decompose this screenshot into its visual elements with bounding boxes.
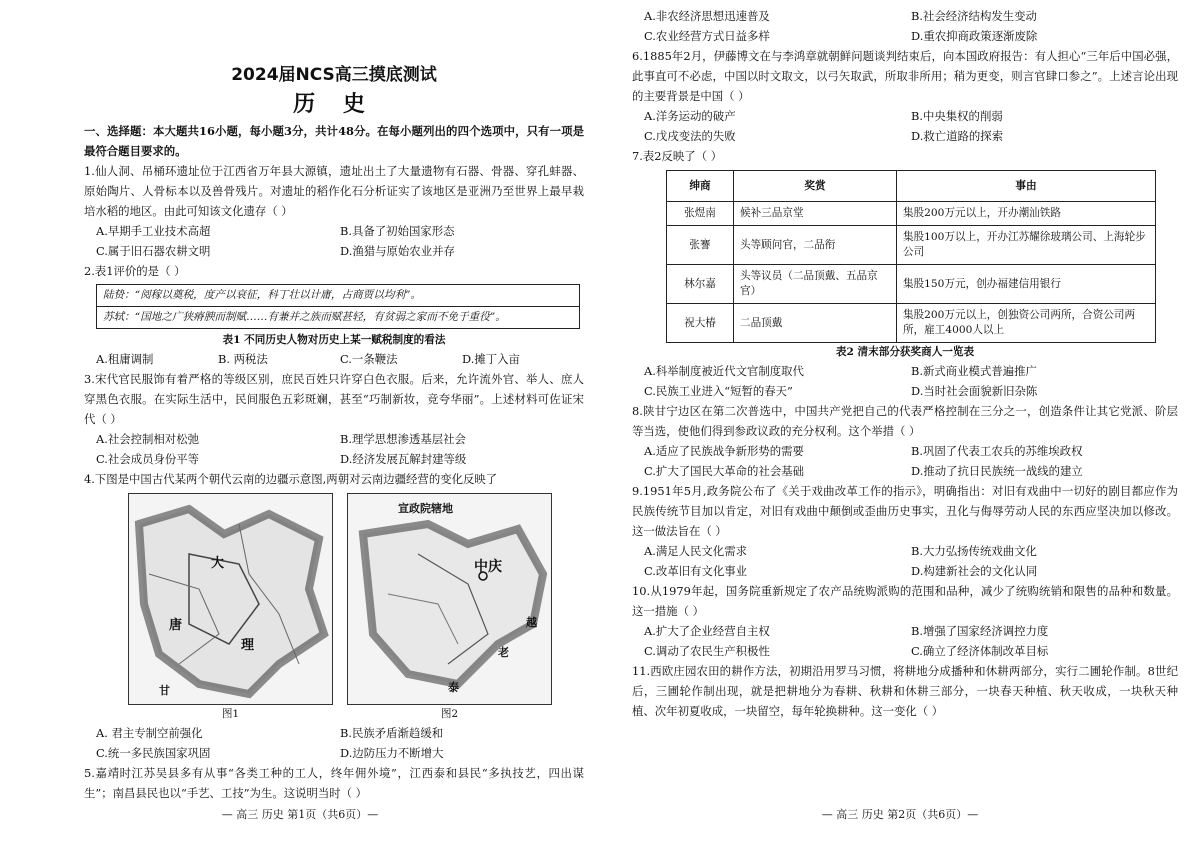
map-2-label: 中庆	[474, 559, 502, 575]
option-d[interactable]: D.推动了抗日民族统一战线的建立	[911, 464, 1083, 478]
table-1-row: 陆贽：“阅稼以奠税，度产以衰征，科丁壮以计庸，占商贾以均利”。	[103, 289, 422, 301]
option-d[interactable]: D.构建新社会的文化认同	[911, 564, 1038, 578]
table-row	[667, 265, 1156, 304]
option-c[interactable]: C.民族工业进入“短暂的春天”	[644, 384, 793, 398]
table-2	[666, 170, 1156, 343]
map-2-label: 老	[498, 646, 509, 659]
option-a[interactable]: A.洋务运动的破产	[644, 109, 736, 123]
table-cell: 集股150万元，创办福建信用银行	[897, 265, 1156, 304]
table-header: 奖赏	[734, 171, 897, 202]
option-a[interactable]: A.租庸调制	[96, 352, 154, 366]
right-page	[600, 0, 1200, 848]
table-row	[667, 226, 1156, 265]
option-c[interactable]: C.属于旧石器农耕文明	[96, 244, 211, 258]
option-c[interactable]: C.扩大了国民大革命的社会基础	[644, 464, 805, 478]
map-1-label: 理	[241, 638, 255, 653]
question-9-options	[632, 541, 1178, 581]
question-1-options	[84, 221, 584, 261]
option-b[interactable]: B.社会经济结构发生变动	[911, 9, 1037, 23]
option-c[interactable]: C.统一多民族国家巩固	[96, 746, 211, 760]
option-b[interactable]: B. 两税法	[218, 352, 268, 366]
table-cell: 头等议员（二品顶戴、五品京官）	[734, 265, 897, 304]
table-1	[96, 284, 580, 329]
map-figures	[128, 493, 584, 705]
question-3-stem: 3.宋代官民服饰有着严格的等级区别，庶民百姓只许穿白色衣服。后来，允许流外官、举人、庶人穿黑色衣服。在实际生活中，民间服色五彩斑斓，甚至“巧制新妆，竞夸华丽”。上述材料可佐证宋代（ ）	[84, 372, 584, 426]
option-a[interactable]: A.非农经济思想迅速普及	[644, 9, 770, 23]
option-c[interactable]: C.改革旧有文化事业	[644, 564, 748, 578]
option-c[interactable]: C.社会成员身份平等	[96, 452, 200, 466]
table-1-caption: 表1 不同历史人物对历史上某一赋税制度的看法	[222, 334, 446, 346]
question-4-stem: 4.下图是中国古代某两个朝代云南的边疆示意图,两朝对云南边疆经营的变化反映了	[84, 472, 498, 486]
question-11-stem: 11.西欧庄园农田的耕作方法，初期沿用罗马习惯，将耕地分成播种和休耕两部分，实行二圃轮作制。8世纪后，三圃轮作制出现，就是把耕地分为春耕、秋耕和休耕三部分，一块春天种植、秋天收成，一块秋天种植、次年初夏收成，一块留空，每年轮换耕种。这一变化（ ）	[632, 664, 1178, 718]
map-captions	[128, 705, 584, 723]
option-b[interactable]: B.具备了初始国家形态	[340, 224, 455, 238]
map-figure-2	[347, 493, 552, 705]
option-c[interactable]: C.农业经营方式日益多样	[644, 29, 770, 43]
subject-title: 历 史	[293, 92, 375, 117]
table-cell: 祝大椿	[667, 304, 734, 343]
table-cell: 集股200万元以上，创独资公司两所，合资公司两所，雇工4000人以上	[897, 304, 1156, 343]
question-2-options	[84, 349, 584, 369]
option-d[interactable]: D.摊丁入亩	[462, 352, 520, 366]
option-a[interactable]: A.扩大了企业经营自主权	[644, 624, 770, 638]
option-c[interactable]: C.调动了农民生产积极性	[644, 644, 770, 658]
option-d[interactable]: D.经济发展瓦解封建等级	[340, 452, 467, 466]
question-7-stem: 7.表2反映了（ ）	[632, 149, 723, 163]
table-header: 绅商	[667, 171, 734, 202]
question-8-stem: 8.陕甘宁边区在第二次普选中，中国共产党把自己的代表严格控制在三分之一，创造条件让其它党派、阶层等当选，使他们得到参政议政的充分权利。这个举措（ ）	[632, 404, 1178, 438]
option-a[interactable]: A.科举制度被近代文官制度取代	[644, 364, 804, 378]
option-a[interactable]: A. 君主专制空前强化	[96, 726, 203, 740]
section-heading: 一、选择题：本大题共16小题，每小题3分，共计48分。在每小题列出的四个选项中，只有一项是最符合题目要求的。	[84, 124, 584, 158]
table-row	[667, 304, 1156, 343]
option-a[interactable]: A.早期手工业技术高超	[96, 224, 211, 238]
table-cell: 候补三品京堂	[734, 202, 897, 226]
table-cell: 集股100万以上，开办江苏耀徐玻璃公司、上海轮步公司	[897, 226, 1156, 265]
map-2-label: 越	[526, 616, 537, 629]
map-2-label: 宣政院辖地	[398, 502, 453, 515]
question-10-stem: 10.从1979年起，国务院重新规定了农产品统购派购的范围和品种，减少了统购统销和限售的品种和数量。这一措施（ ）	[632, 584, 1178, 618]
map-1-label: 大	[211, 556, 225, 571]
option-d[interactable]: D.救亡道路的探索	[911, 129, 1004, 143]
question-6-stem: 6.1885年2月，伊藤博文在与李鸿章就朝鲜问题谈判结束后，向本国政府报告：有人担心“三年后中国必强，此事直可不必虑，中国以时文取文，以弓矢取武，所取非所用；稍为更变，则言官肆口参之”。上述言论出现的主要背景是中国（ ）	[632, 49, 1178, 103]
option-d[interactable]: D.当时社会面貌新旧杂陈	[911, 384, 1038, 398]
option-b[interactable]: B.新式商业模式普遍推广	[911, 364, 1037, 378]
option-a[interactable]: A.适应了民族战争新形势的需要	[644, 444, 804, 458]
option-b[interactable]: B.增强了国家经济调控力度	[911, 624, 1049, 638]
option-b[interactable]: B.中央集权的削弱	[911, 109, 1003, 123]
table-row	[667, 202, 1156, 226]
table-cell: 张謇	[667, 226, 734, 265]
page-footer-left: — 高三 历史 第1页（共6页）—	[221, 808, 379, 821]
map-2-label: 泰	[448, 681, 459, 694]
exam-title: 2024届NCS高三摸底测试	[231, 65, 437, 85]
table-1-row: 苏轼：“国地之广狭瘠腴而制赋……有兼并之族而赋甚轻，有贫弱之家而不免于重役”。	[97, 306, 579, 328]
option-d[interactable]: D.重农抑商政策逐渐废除	[911, 29, 1038, 43]
option-b[interactable]: B.巩固了代表工农兵的苏维埃政权	[911, 444, 1083, 458]
option-b[interactable]: B.大力弘扬传统戏曲文化	[911, 544, 1037, 558]
table-cell: 张煜南	[667, 202, 734, 226]
table-header-row	[667, 171, 1156, 202]
option-d[interactable]: D.渔猎与原始农业并存	[340, 244, 455, 258]
question-1-stem: 1.仙人洞、吊桶环遗址位于江西省万年县大源镇，遗址出土了大量遗物有石器、骨器、穿孔蚌器、原始陶片、人骨标本以及兽骨残片。对遗址的稻作化石分析证实了该地区是亚洲乃至世界上最早栽培水稻的地区。由此可知该文化遗存（ ）	[84, 164, 584, 218]
question-9-stem: 9.1951年5月,政务院公布了《关于戏曲改革工作的指示》，明确指出：对旧有戏曲中一切好的剧目都应作为民族传统节目加以肯定，对旧有戏曲中颠倒或歪曲历史事实，丑化与侮辱劳动人民的东西应坚决加以修改。这一做法旨在（ ）	[632, 484, 1178, 538]
question-6-options	[632, 106, 1178, 146]
table-cell: 头等顾问官，二品衔	[734, 226, 897, 265]
table-cell: 集股200万元以上，开办潮汕铁路	[897, 202, 1156, 226]
option-c[interactable]: C.一条鞭法	[340, 352, 398, 366]
question-7-options	[632, 361, 1178, 401]
map-1-label: 唐	[169, 618, 183, 633]
option-a[interactable]: A.社会控制相对松弛	[96, 432, 199, 446]
figure-2-caption: 图2	[440, 708, 459, 720]
question-8-options	[632, 441, 1178, 481]
option-b[interactable]: B.理学思想渗透基层社会	[340, 432, 466, 446]
figure-1-caption: 图1	[221, 708, 240, 720]
map-figure-1	[128, 493, 333, 705]
table-cell: 林尔嘉	[667, 265, 734, 304]
option-b[interactable]: B.民族矛盾渐趋缓和	[340, 726, 444, 740]
question-4-options	[84, 723, 584, 763]
page-footer-right: — 高三 历史 第2页（共6页）—	[821, 808, 979, 821]
question-2-stem: 2.表1评价的是（ ）	[84, 264, 186, 278]
option-a[interactable]: A.满足人民文化需求	[644, 544, 747, 558]
question-5-options	[632, 6, 1178, 46]
table-cell: 二品顶戴	[734, 304, 897, 343]
option-d[interactable]: C.确立了经济体制改革目标	[911, 644, 1049, 658]
question-10-options	[632, 621, 1178, 661]
question-5-stem: 5.嘉靖时江苏吴县多有从事“各类工种的工人，终年佣外境”，江西泰和县民“多执技艺，四出谋生”；南昌县民也以“手艺、工技”为生。这说明当时（ ）	[84, 766, 584, 800]
map-1-label: 甘	[159, 684, 170, 697]
table-header: 事由	[897, 171, 1156, 202]
question-3-options	[84, 429, 584, 469]
option-d[interactable]: D.边防压力不断增大	[340, 746, 444, 760]
table-2-caption: 表2 清末部分获奖商人一览表	[835, 346, 975, 358]
option-c[interactable]: C.戊戌变法的失败	[644, 129, 736, 143]
